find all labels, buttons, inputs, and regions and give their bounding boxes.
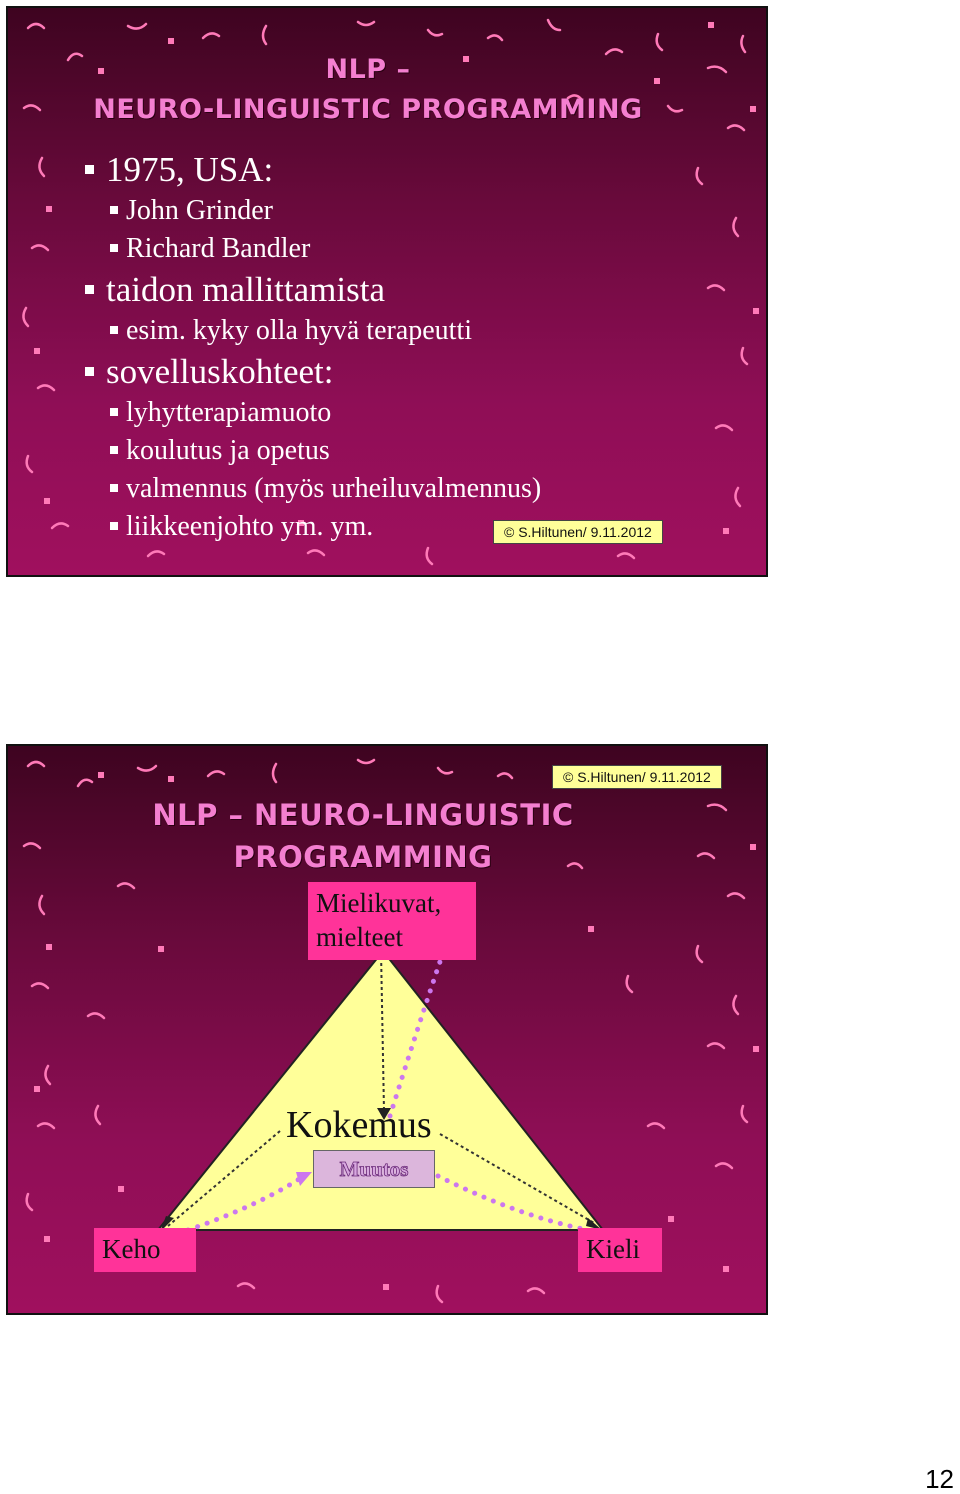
slide-1-title-text: NLP – NEURO-LINGUISTIC PROGRAMMING	[93, 54, 643, 125]
kieli-box: Kieli	[578, 1228, 662, 1272]
mielikuvat-box: Mielikuvat, mielteet	[308, 882, 476, 960]
bullet-item: Richard Bandler	[126, 230, 541, 268]
bullet-item: taidon mallittamista	[106, 268, 541, 312]
slide-1-title	[48, 50, 688, 130]
page-number: 12	[925, 1464, 954, 1494]
bullet-item: lyhytterapiamuoto	[126, 394, 541, 432]
kokemus-label: Kokemus	[286, 1104, 432, 1146]
bullet-item: esim. kyky olla hyvä terapeutti	[126, 312, 541, 350]
copyright-label: © S.Hiltunen/ 9.11.2012	[493, 520, 663, 544]
muutos-label: Muutos	[313, 1150, 435, 1188]
triangle-shape	[158, 951, 603, 1230]
bullet-item: sovelluskohteet:	[106, 350, 541, 394]
slide-2-title-text: NLP – NEURO-LINGUISTIC PROGRAMMING	[152, 798, 574, 874]
bullet-item: 1975, USA:	[106, 148, 541, 192]
slide-1-bullet-list	[84, 148, 541, 546]
bullet-item: liikkeenjohto ym. ym.	[126, 508, 541, 546]
slide-2	[6, 744, 768, 1315]
bullet-item: koulutus ja opetus	[126, 432, 541, 470]
keho-box: Keho	[94, 1228, 196, 1272]
bullet-item: valmennus (myös urheiluvalmennus)	[126, 470, 541, 508]
copyright-label: © S.Hiltunen/ 9.11.2012	[552, 765, 722, 789]
bullet-item: John Grinder	[126, 192, 541, 230]
slide-2-title	[128, 794, 598, 878]
slide-1	[6, 6, 768, 577]
